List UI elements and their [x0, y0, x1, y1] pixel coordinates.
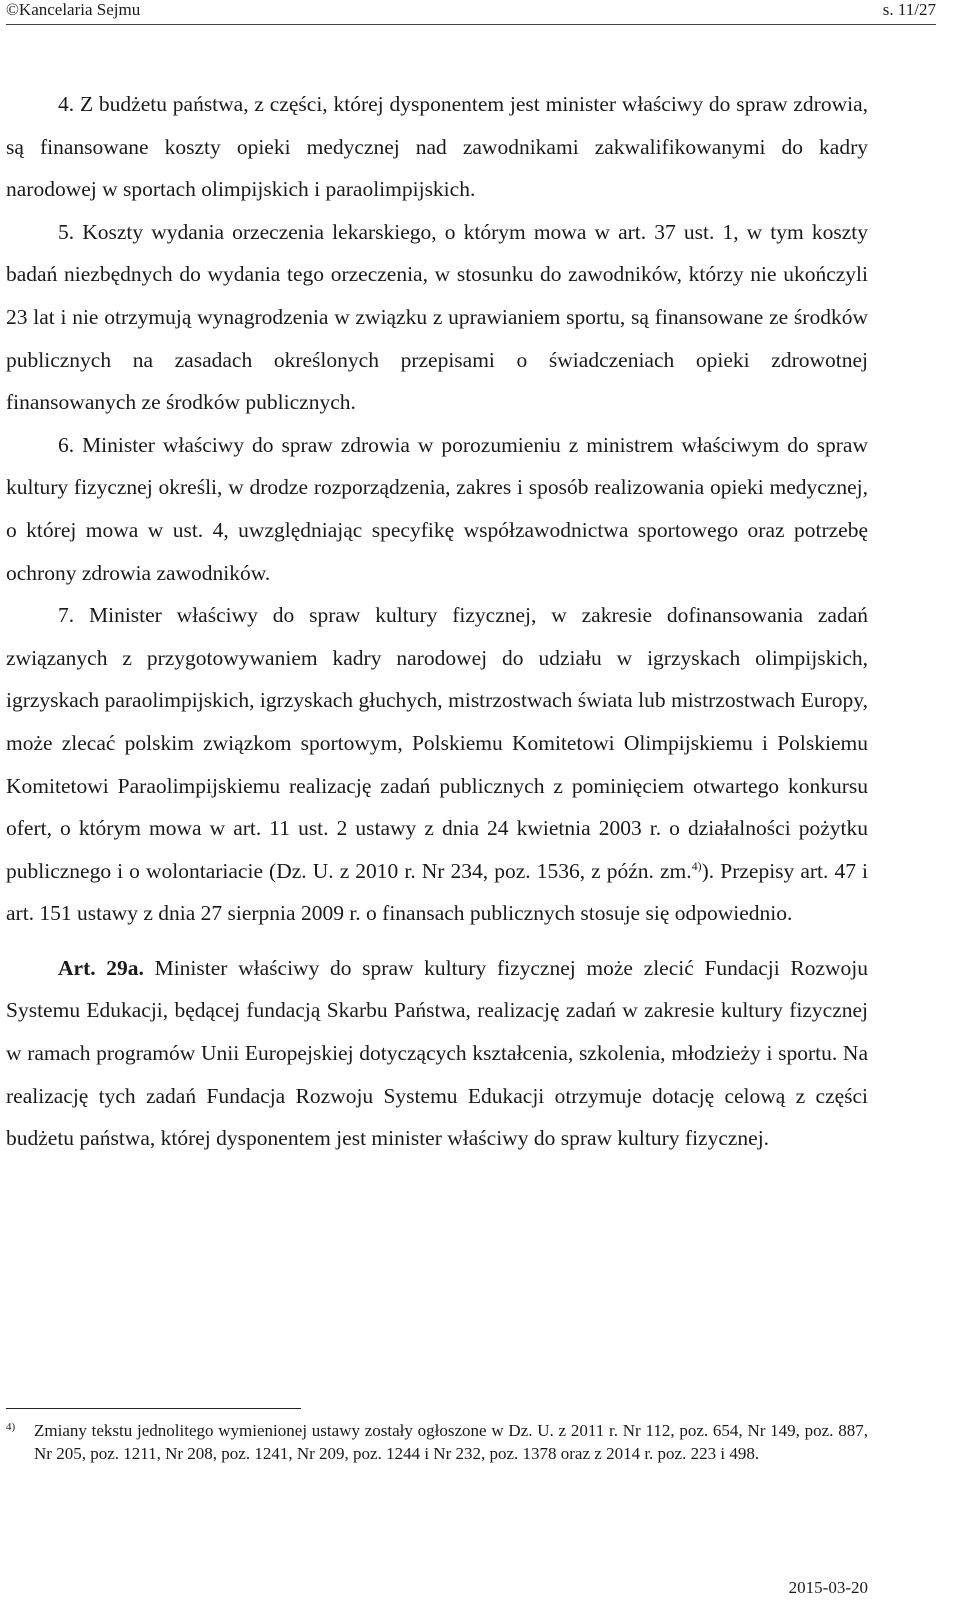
paragraph-ust-7-text-a: 7. Minister właściwy do spraw kultury fizycznej, w zakresie dofinansowania zadań związanych z przygotowywaniem kadry narodowej do udziału w igrzyskach olimpijskich, igrzyskach paraolimpijskich, igrzyskach głuchych, mistrzostwach świata lub mistrzostwach Europy, może zlecać polskim związkom sportowym, Polskiemu Komitetowi Olimpijskiemu i Polskiemu Komitetowi Paraolimpijskiemu realizację zadań publicznych z pominięciem otwartego konkursu ofert, o którym mowa w art. 11 ust. 2 ustawy z dnia 24 kwietnia 2003 r. o działalności pożytku publicznego i o wolontariacie (Dz. U. z 2010 r. Nr 234, poz. 1536, z późn. zm. — [6, 603, 868, 883]
header-publisher: ©Kancelaria Sejmu — [6, 0, 141, 19]
paragraph-ust-7 — [6, 594, 868, 935]
document-body — [6, 83, 868, 1160]
page-header — [6, 0, 936, 25]
paragraph-ust-7-text-b: ). Przepisy art. 47 i art. 151 ustawy z dnia 27 sierpnia 2009 r. o finansach publicznych stosuje się odpowiednio. — [6, 858, 869, 926]
article-29a-label: Art. 29a. — [58, 955, 144, 980]
paragraph-ust-5: 5. Koszty wydania orzeczenia lekarskiego, o którym mowa w art. 37 ust. 1, w tym koszty badań niezbędnych do wydania tego orzeczenia, w stosunku do zawodników, którzy nie ukończyli 23 lat i nie otrzymują wynagrodzenia w związku z uprawianiem sportu, są finansowane ze środków publicznych na zasadach określonych przepisami o świadczeniach opieki zdrowotnej finansowanych ze środków publicznych. — [6, 219, 868, 415]
paragraph-ust-4: 4. Z budżetu państwa, z części, której dysponentem jest minister właściwy do spraw zdrowia, są finansowane koszty opieki medycznej nad zawodnikami zakwalifikowanymi do kadry narodowej w sportach olimpijskich i paraolimpijskich. — [6, 92, 868, 202]
footnote-mark: 4) — [6, 1421, 16, 1433]
article-29a — [6, 947, 868, 1160]
footnote-separator — [6, 1408, 301, 1409]
document-date: 2015-03-20 — [788, 1578, 868, 1597]
paragraph-ust-6: 6. Minister właściwy do spraw zdrowia w porozumieniu z ministrem właściwym do spraw kultury fizycznej określi, w drodze rozporządzenia, zakres i sposób realizowania opieki medycznej, o której mowa w ust. 4, uwzględniając specyfikę współzawodnictwa sportowego oraz potrzebę ochrony zdrowia zawodników. — [6, 432, 868, 585]
footnote-text: Zmiany tekstu jednolitego wymienionej ustawy zostały ogłoszone w Dz. U. z 2011 r. Nr 112, poz. 654, Nr 149, poz. 887, Nr 205, poz. 1211, Nr 208, poz. 1241, Nr 209, poz. 1244 i Nr 232, poz. 1378 oraz z 2014 r. poz. 223 i 498. — [34, 1421, 868, 1463]
footnote — [6, 1420, 868, 1465]
header-page-number: s. 11/27 — [882, 0, 936, 19]
article-29a-text: Minister właściwy do spraw kultury fizycznej może zlecić Fundacji Rozwoju Systemu Edukacji, będącej fundacją Skarbu Państwa, realizację zadań w zakresie kultury fizycznej w ramach programów Unii Europejskiej dotyczących kształcenia, szkolenia, młodzieży i sportu. Na realizację tych zadań Fundacja Rozwoju Systemu Edukacji otrzymuje dotację celową z części budżetu państwa, której dysponentem jest minister właściwy do spraw kultury fizycznej. — [6, 955, 868, 1151]
footnote-reference[interactable]: 4) — [691, 858, 702, 873]
